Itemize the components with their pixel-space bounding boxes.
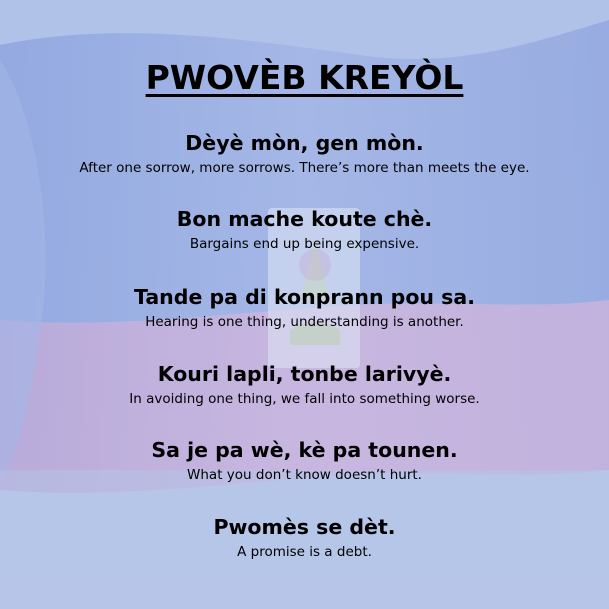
proverb-english: What you don’t know doesn’t hurt. — [187, 467, 422, 483]
proverb-kreyol: Bon mache koute chè. — [176, 207, 433, 231]
proverb-kreyol: Kouri lapli, tonbe larivyè. — [157, 362, 452, 386]
proverb-english: After one sorrow, more sorrows. There’s more than meets the eye. — [79, 160, 530, 176]
title-text: PWOVÈB KREYÒL — [145, 58, 464, 97]
proverb-item — [0, 514, 609, 561]
proverb-kreyol: Tande pa di konprann pou sa. — [134, 285, 475, 309]
proverb-item — [0, 361, 609, 408]
proverb-item — [0, 130, 609, 177]
proverb-kreyol: Sa je pa wè, kè pa tounen. — [151, 438, 458, 462]
proverb-kreyol: Dèyè mòn, gen mòn. — [185, 131, 424, 155]
page-title — [0, 58, 609, 98]
proverb-item — [0, 206, 609, 253]
proverb-kreyol: Pwomès se dèt. — [213, 515, 396, 539]
proverb-english: Hearing is one thing, understanding is another. — [145, 314, 464, 330]
proverb-english: Bargains end up being expensive. — [189, 236, 420, 252]
proverb-english: A promise is a debt. — [237, 544, 372, 560]
proverb-item — [0, 284, 609, 331]
proverb-english: In avoiding one thing, we fall into something worse. — [129, 391, 480, 407]
proverb-item — [0, 437, 609, 484]
